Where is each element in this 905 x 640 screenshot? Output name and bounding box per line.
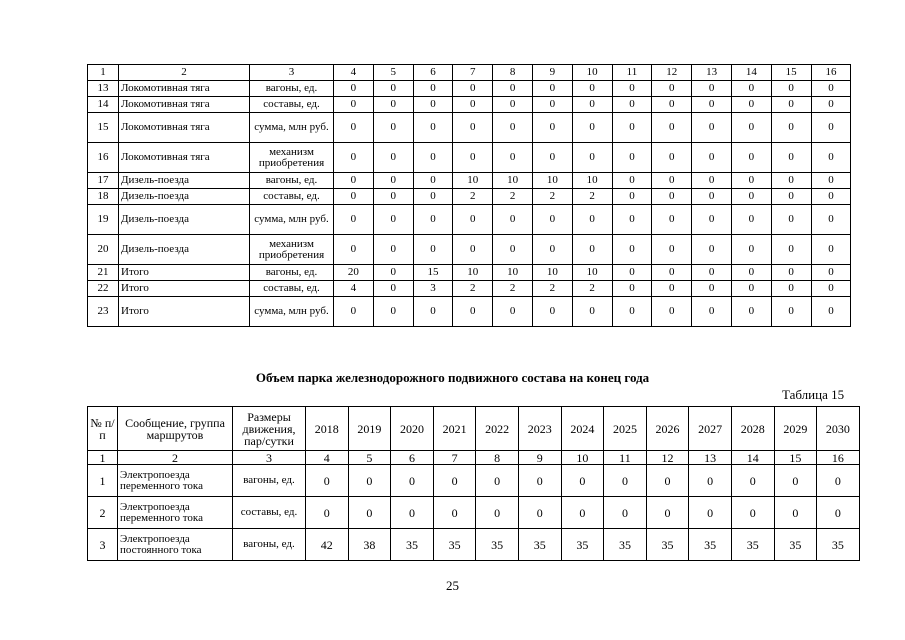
table-cell: 0 [518,497,561,529]
table-cell: 0 [572,205,612,235]
table-cell: 0 [572,235,612,265]
column-number: 13 [692,65,732,81]
column-number: 15 [774,451,817,465]
table-cell: 0 [373,281,413,297]
table-cell: 0 [373,81,413,97]
table-cell: 3 [88,529,118,561]
table-cell: 0 [453,113,493,143]
table-cell: 0 [692,265,732,281]
column-number: 4 [306,451,349,465]
table-cell: 0 [391,465,434,497]
table-cell: 0 [771,297,811,327]
table-cell: 0 [348,465,391,497]
row-name: Итого [119,265,250,281]
table-cell: 0 [652,265,692,281]
table-cell: 0 [373,97,413,113]
table-cell: 23 [88,297,119,327]
table-cell: 0 [692,113,732,143]
table-cell: 0 [731,465,774,497]
column-number: 1 [88,65,119,81]
row-name: Электропоезда постоянного тока [118,529,233,561]
table-cell: 0 [413,113,453,143]
table-cell: 0 [731,265,771,281]
table-cell: 0 [612,173,652,189]
table-row [88,297,851,327]
column-number: 14 [731,65,771,81]
table-cell: 0 [811,113,851,143]
table-cell: 10 [572,173,612,189]
table-cell: 0 [413,173,453,189]
table-cell: 0 [413,143,453,173]
table-cell: 0 [731,113,771,143]
column-header: № п/п [88,407,118,451]
column-header: 2023 [518,407,561,451]
table-cell: 0 [731,81,771,97]
table-cell: 0 [811,205,851,235]
table-cell: 1 [88,465,118,497]
row-name: Электропоезда переменного тока [118,465,233,497]
table-cell: 0 [652,143,692,173]
table-cell: 0 [817,465,860,497]
table-cell: 35 [689,529,732,561]
table-cell: 0 [731,143,771,173]
table-cell: 0 [493,235,533,265]
row-unit: вагоны, ед. [250,265,334,281]
table-cell: 0 [453,143,493,173]
table-cell: 10 [532,265,572,281]
table-cell: 0 [532,143,572,173]
table-cell: 0 [612,297,652,327]
table-cell: 0 [612,235,652,265]
table-cell: 20 [88,235,119,265]
table-row [88,113,851,143]
table-cell: 0 [652,297,692,327]
row-name: Дизель-поезда [119,173,250,189]
column-number: 3 [233,451,306,465]
table-cell: 0 [493,97,533,113]
table-cell: 0 [811,143,851,173]
column-number-row [88,451,860,465]
column-number: 16 [811,65,851,81]
row-name: Дизель-поезда [119,235,250,265]
table-cell: 0 [689,465,732,497]
column-header: 2024 [561,407,604,451]
table-cell: 0 [373,235,413,265]
table-cell: 0 [731,235,771,265]
table-cell: 0 [771,113,811,143]
table-cell: 10 [572,265,612,281]
table-cell: 0 [373,297,413,327]
table-cell: 0 [532,297,572,327]
table-cell: 0 [453,235,493,265]
table-cell: 16 [88,143,119,173]
table-cell: 0 [334,173,374,189]
table-cell: 0 [373,173,413,189]
column-number: 10 [561,451,604,465]
table-cell: 0 [532,235,572,265]
table-cell: 0 [692,205,732,235]
row-name: Локомотивная тяга [119,97,250,113]
column-number: 16 [817,451,860,465]
table-cell: 0 [493,297,533,327]
page-number: 25 [446,578,459,593]
table-cell: 15 [88,113,119,143]
table-cell: 0 [692,97,732,113]
table-cell: 0 [572,81,612,97]
table-cell: 0 [334,81,374,97]
table-cell: 35 [604,529,647,561]
table-cell: 0 [572,113,612,143]
table-cell: 0 [692,81,732,97]
table-cell: 2 [532,281,572,297]
table-cell: 2 [493,189,533,205]
table-cell: 0 [774,465,817,497]
column-header: 2026 [646,407,689,451]
row-name: Итого [119,297,250,327]
table-cell: 10 [493,173,533,189]
column-number: 5 [373,65,413,81]
table-row [88,97,851,113]
table-cell: 0 [731,281,771,297]
continued-table [87,64,851,327]
table-cell: 0 [771,189,811,205]
table-row [88,235,851,265]
table-cell: 42 [306,529,349,561]
column-header: Размеры движения, пар/сутки [233,407,306,451]
column-number: 8 [476,451,519,465]
table-cell: 0 [334,143,374,173]
column-header: 2018 [306,407,349,451]
column-header: 2021 [433,407,476,451]
table-cell: 0 [532,81,572,97]
table-cell: 0 [413,81,453,97]
table-row [88,81,851,97]
table-cell: 20 [334,265,374,281]
table-cell: 35 [391,529,434,561]
column-number: 1 [88,451,118,465]
table-cell: 0 [811,97,851,113]
table-row [88,143,851,173]
table-cell: 35 [476,529,519,561]
column-number: 6 [391,451,434,465]
table-cell: 35 [646,529,689,561]
table-cell: 0 [771,265,811,281]
table-cell: 0 [731,97,771,113]
header-row [88,407,860,451]
table-cell: 0 [652,97,692,113]
table-cell: 0 [373,113,413,143]
table-cell: 0 [334,97,374,113]
table-cell: 0 [731,205,771,235]
table-cell: 0 [453,97,493,113]
table-cell: 0 [373,143,413,173]
table-cell: 0 [612,281,652,297]
column-header: 2027 [689,407,732,451]
table-cell: 0 [811,235,851,265]
table-cell: 35 [433,529,476,561]
table-cell: 10 [453,173,493,189]
table-cell: 0 [476,497,519,529]
row-name: Локомотивная тяга [119,113,250,143]
table-cell: 0 [532,205,572,235]
table-cell: 0 [692,143,732,173]
table-cell: 0 [692,173,732,189]
table-cell: 0 [348,497,391,529]
table-cell: 0 [334,113,374,143]
table-cell: 0 [771,97,811,113]
table-cell: 2 [532,189,572,205]
table-cell: 0 [652,113,692,143]
column-number: 7 [433,451,476,465]
table-cell: 0 [373,265,413,281]
table-cell: 0 [771,173,811,189]
table-cell: 0 [646,497,689,529]
table-cell: 38 [348,529,391,561]
table-cell: 0 [771,143,811,173]
table-cell: 0 [413,297,453,327]
table-cell: 0 [731,497,774,529]
column-number: 9 [518,451,561,465]
table-cell: 0 [771,205,811,235]
column-number: 6 [413,65,453,81]
column-number: 14 [731,451,774,465]
column-number: 4 [334,65,374,81]
column-number: 2 [119,65,250,81]
row-name: Электропоезда переменного тока [118,497,233,529]
column-number: 13 [689,451,732,465]
table-cell: 0 [334,189,374,205]
table-cell: 10 [532,173,572,189]
table-cell: 0 [373,205,413,235]
row-unit: механизм приобретения [250,235,334,265]
table-cell: 10 [453,265,493,281]
table-cell: 2 [572,281,612,297]
table-cell: 0 [604,465,647,497]
table-cell: 19 [88,205,119,235]
column-number-row [88,65,851,81]
table-cell: 3 [413,281,453,297]
column-header: 2022 [476,407,519,451]
row-unit: сумма, млн руб. [250,297,334,327]
table-cell: 18 [88,189,119,205]
table-cell: 0 [652,189,692,205]
table-row [88,529,860,561]
table-cell: 0 [774,497,817,529]
table-cell: 0 [391,497,434,529]
table-cell: 0 [652,235,692,265]
table-row [88,189,851,205]
row-unit: сумма, млн руб. [250,205,334,235]
row-unit: составы, ед. [250,281,334,297]
table-cell: 35 [731,529,774,561]
table-cell: 0 [652,205,692,235]
row-name: Локомотивная тяга [119,143,250,173]
table-cell: 0 [612,97,652,113]
table-row [88,497,860,529]
table-cell: 0 [493,81,533,97]
table-cell: 0 [731,189,771,205]
table-cell: 0 [692,281,732,297]
table-cell: 22 [88,281,119,297]
table-cell: 0 [731,297,771,327]
column-number: 12 [652,65,692,81]
row-unit: вагоны, ед. [250,81,334,97]
table-cell: 0 [646,465,689,497]
row-name: Дизель-поезда [119,205,250,235]
table-row [88,173,851,189]
table-cell: 0 [518,465,561,497]
table-cell: 0 [306,497,349,529]
column-number: 11 [612,65,652,81]
table-cell: 0 [689,497,732,529]
table-cell: 0 [612,143,652,173]
table-cell: 0 [476,465,519,497]
table-cell: 14 [88,97,119,113]
table-cell: 0 [453,81,493,97]
table-cell: 0 [652,173,692,189]
table-cell: 0 [771,281,811,297]
column-header: Сообщение, группа маршрутов [118,407,233,451]
table-cell: 0 [493,205,533,235]
table-cell: 2 [572,189,612,205]
table-cell: 0 [306,465,349,497]
table-row [88,281,851,297]
table-cell: 0 [811,81,851,97]
table-cell: 0 [373,189,413,205]
row-unit: составы, ед. [250,189,334,205]
table-cell: 0 [334,235,374,265]
table-cell: 15 [413,265,453,281]
table-cell: 13 [88,81,119,97]
row-unit: механизм приобретения [250,143,334,173]
table-cell: 0 [561,465,604,497]
table-cell: 0 [811,189,851,205]
column-header: 2019 [348,407,391,451]
column-number: 5 [348,451,391,465]
table-cell: 0 [413,235,453,265]
table-cell: 35 [518,529,561,561]
table-cell: 2 [88,497,118,529]
table-cell: 10 [493,265,533,281]
table-cell: 0 [572,297,612,327]
row-unit: вагоны, ед. [233,465,306,497]
table-cell: 0 [453,297,493,327]
table-label: Таблица 15 [782,387,845,402]
column-number: 8 [493,65,533,81]
row-unit: составы, ед. [233,497,306,529]
table-cell: 0 [612,205,652,235]
table-cell: 0 [612,265,652,281]
table-cell: 2 [453,189,493,205]
row-unit: вагоны, ед. [250,173,334,189]
column-number: 7 [453,65,493,81]
row-unit: вагоны, ед. [233,529,306,561]
table-cell: 0 [692,189,732,205]
table-cell: 0 [433,465,476,497]
column-number: 2 [118,451,233,465]
table-cell: 4 [334,281,374,297]
table-cell: 0 [572,97,612,113]
table-cell: 0 [811,173,851,189]
table-cell: 0 [692,297,732,327]
row-name: Дизель-поезда [119,189,250,205]
table-cell: 0 [771,235,811,265]
rolling-stock-table [87,406,860,561]
table-cell: 0 [731,173,771,189]
table-cell: 0 [612,81,652,97]
table-row [88,465,860,497]
column-number: 9 [532,65,572,81]
table-cell: 0 [612,189,652,205]
column-header: 2028 [731,407,774,451]
table-cell: 0 [612,113,652,143]
table-cell: 0 [433,497,476,529]
column-header: 2029 [774,407,817,451]
table-cell: 0 [561,497,604,529]
table-cell: 0 [334,297,374,327]
table-cell: 0 [771,81,811,97]
table-cell: 21 [88,265,119,281]
table-row [88,205,851,235]
table-cell: 0 [413,205,453,235]
table-cell: 0 [652,81,692,97]
table-cell: 2 [453,281,493,297]
row-name: Локомотивная тяга [119,81,250,97]
table-cell: 0 [493,143,533,173]
row-unit: составы, ед. [250,97,334,113]
column-number: 11 [604,451,647,465]
table-cell: 0 [453,205,493,235]
table-cell: 35 [817,529,860,561]
table-cell: 0 [811,281,851,297]
table-cell: 0 [532,113,572,143]
table-row [88,265,851,281]
table-cell: 0 [532,97,572,113]
table-cell: 0 [811,297,851,327]
column-header: 2030 [817,407,860,451]
column-header: 2025 [604,407,647,451]
row-unit: сумма, млн руб. [250,113,334,143]
column-header: 2020 [391,407,434,451]
table-cell: 0 [334,205,374,235]
section-title: Объем парка железнодорожного подвижного состава на конец года [255,370,650,385]
table-cell: 0 [413,189,453,205]
table-cell: 0 [413,97,453,113]
column-number: 10 [572,65,612,81]
table-cell: 0 [604,497,647,529]
column-number: 3 [250,65,334,81]
table-cell: 2 [493,281,533,297]
table-cell: 35 [774,529,817,561]
table-cell: 35 [561,529,604,561]
column-number: 15 [771,65,811,81]
table-cell: 0 [572,143,612,173]
table-cell: 0 [692,235,732,265]
table-cell: 0 [817,497,860,529]
table-cell: 0 [811,265,851,281]
table-cell: 0 [652,281,692,297]
row-name: Итого [119,281,250,297]
column-number: 12 [646,451,689,465]
table-cell: 17 [88,173,119,189]
table-cell: 0 [493,113,533,143]
